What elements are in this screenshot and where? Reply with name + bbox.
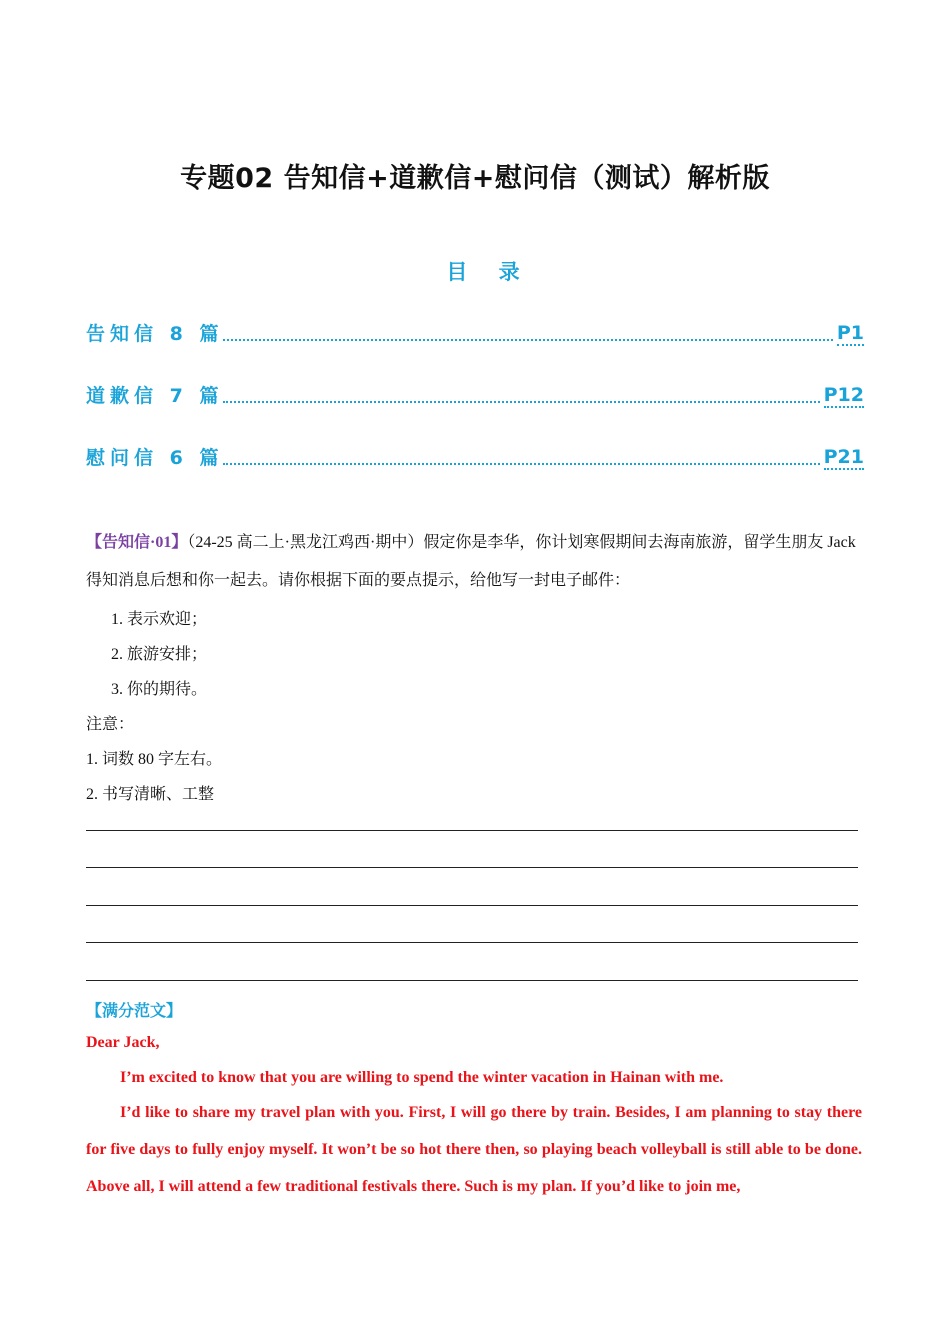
question-text: （24-25 高二上·黑龙江鸡西·期中）假定你是李华，你计划寒假期间去海南旅游，留学生朋友 Jack 得知消息后想和你一起去。请你根据下面的要点提示，给他写一封电子邮件：: [86, 534, 856, 589]
sample-paragraph-1: I’m excited to know that you are willing to spend the winter vacation in Hainan with me.: [120, 1069, 724, 1086]
toc-entry-label: 慰问信 6 篇: [86, 447, 224, 469]
note-item: 1. 词数 80 字左右。: [86, 751, 223, 768]
answer-line[interactable]: [86, 980, 858, 981]
sample-salutation: Dear Jack,: [86, 1034, 160, 1051]
toc-entry-label: 道歉信 7 篇: [86, 385, 224, 407]
page-title: 专题02 告知信+道歉信+慰问信（测试）解析版: [180, 163, 770, 194]
question-tag: 【告知信·01】: [86, 534, 188, 551]
toc-leader: [223, 338, 832, 341]
toc-entry[interactable]: [86, 380, 864, 408]
requirement-point: 1. 表示欢迎；: [111, 611, 208, 628]
requirement-point: 2. 旅游安排；: [111, 646, 208, 663]
toc-entry-page: P12: [823, 384, 864, 406]
note-item: 2. 书写清晰、工整: [86, 786, 215, 803]
toc-entry-page: P1: [836, 322, 864, 344]
toc-entry-page: P21: [823, 446, 864, 468]
answer-line[interactable]: [86, 942, 858, 943]
requirement-point: 3. 你的期待。: [111, 681, 208, 698]
toc-entry[interactable]: [86, 318, 864, 346]
toc-leader: [223, 400, 819, 403]
sample-tag: 【满分范文】: [86, 1003, 183, 1020]
toc-entry[interactable]: [86, 442, 864, 470]
sample-paragraph-2: I’d like to share my travel plan with you. First, I will go there by train. Besides, I am planning to stay there for five days to fully enjoy myself. It won’t be so hot there then, so playing beach volleyball is still able to be done. Above all, I will attend a few traditional festivals there. Such is my plan. If you’d like to join me,: [86, 1104, 862, 1195]
question-prompt: [86, 524, 862, 600]
note-label: 注意：: [86, 716, 135, 733]
answer-line[interactable]: [86, 905, 858, 906]
toc-entry-label: 告知信 8 篇: [86, 323, 224, 345]
toc-heading: 目 录: [446, 260, 532, 284]
toc-leader: [223, 462, 819, 465]
answer-line[interactable]: [86, 830, 858, 831]
answer-line[interactable]: [86, 867, 858, 868]
